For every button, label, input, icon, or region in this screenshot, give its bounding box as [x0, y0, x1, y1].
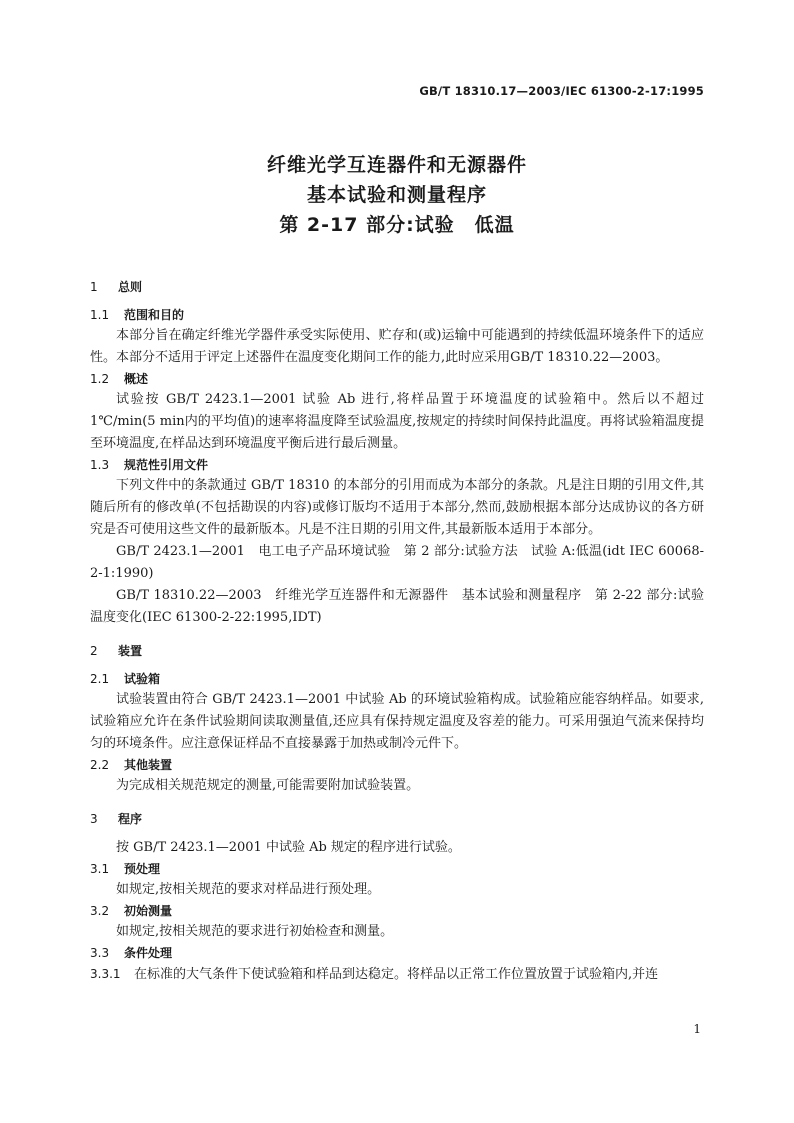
clause-3-3-1 — [90, 963, 704, 986]
section-title: 程序 — [118, 812, 143, 826]
section-title: 条件处理 — [124, 946, 173, 960]
paragraph-initial-measurement: 如规定,按相关规范的要求进行初始检查和测量。 — [116, 924, 394, 939]
section-title: 预处理 — [124, 862, 161, 876]
section-heading-2 — [90, 641, 704, 661]
section-heading-1-2 — [90, 369, 704, 389]
paragraph-overview: 试验按 GB/T 2423.1—2001 试验 Ab 进行,将样品置于环境温度的试验箱中。然后以不超过1℃/min(5 min内的平均值)的速率将温度降至试验温度,按规定的持续时间保持此温度。再将试验箱温度提至环境温度,在样品达到环境温度平衡后进行最后测量。 — [90, 392, 704, 451]
document-title-line1: 纤维光学互连器件和无源器件 — [266, 154, 527, 176]
section-title: 试验箱 — [124, 672, 161, 686]
section-title: 范围和目的 — [124, 308, 185, 322]
section-heading-3-2 — [90, 901, 704, 921]
section-number: 3.1 — [90, 862, 110, 876]
section-heading-2-1 — [90, 669, 704, 689]
paragraph-scope: 本部分旨在确定纤维光学器件承受实际使用、贮存和(或)运输中可能遇到的持续低温环境条件下的适应性。本部分不适用于评定上述器件在温度变化期间工作的能力,此时应采用GB/T 18310.22—2003。 — [90, 328, 704, 365]
document-title-line3: 第 2-17 部分:试验 低温 — [279, 214, 515, 236]
document-body — [90, 277, 718, 986]
section-heading-1-3 — [90, 455, 704, 475]
section-number: 1 — [90, 280, 98, 294]
section-title: 装置 — [118, 644, 143, 658]
section-number: 1.1 — [90, 308, 110, 322]
section-heading-3-1 — [90, 859, 704, 879]
section-number: 2 — [90, 644, 98, 658]
paragraph-normative-references: 下列文件中的条款通过 GB/T 18310 的本部分的引用而成为本部分的条款。凡是注日期的引用文件,其随后所有的修改单(不包括勘误的内容)或修订版均不适用于本部分,然而,鼓励根据本部分达成协议的各方研究是否可使用这些文件的最新版本。凡是不注日期的引用文件,其最新版本适用于本部分。 — [90, 478, 704, 537]
section-title: 总则 — [118, 280, 143, 294]
section-title: 其他装置 — [124, 758, 173, 772]
reference-item-1: GB/T 2423.1—2001 电工电子产品环境试验 第 2 部分:试验方法 试验 A:低温(idt IEC 60068-2-1:1990) — [90, 544, 704, 581]
paragraph-other-apparatus: 为完成相关规范规定的测量,可能需要附加试验装置。 — [116, 778, 420, 793]
paragraph-procedure: 按 GB/T 2423.1—2001 中试验 Ab 规定的程序进行试验。 — [116, 840, 461, 855]
clause-number: 3.3.1 — [90, 967, 121, 981]
paragraph-test-chamber: 试验装置由符合 GB/T 2423.1—2001 中试验 Ab 的环境试验箱构成。试验箱应能容纳样品。如要求,试验箱应允许在条件试验期间读取测量值,还应具有保持规定温度及容差的能力。可采用强迫气流来保持均匀的环境条件。应注意保证样品不直接暴露于加热或制冷元件下。 — [90, 692, 704, 751]
section-heading-1-1 — [90, 305, 704, 325]
section-title: 规范性引用文件 — [124, 458, 209, 472]
standard-number-header: GB/T 18310.17—2003/IEC 61300-2-17:1995 — [419, 84, 704, 98]
section-title: 初始测量 — [124, 904, 173, 918]
reference-item-2: GB/T 18310.22—2003 纤维光学互连器件和无源器件 基本试验和测量程序 第 2-22 部分:试验 温度变化(IEC 61300-2-22:1995,IDT) — [90, 588, 718, 625]
paragraph-preconditioning: 如规定,按相关规范的要求对样品进行预处理。 — [116, 882, 381, 897]
section-number: 1.2 — [90, 372, 110, 386]
section-heading-2-2 — [90, 755, 704, 775]
section-number: 3.2 — [90, 904, 110, 918]
section-heading-3-3 — [90, 943, 704, 963]
clause-text: 在标准的大气条件下使试验箱和样品到达稳定。将样品以正常工作位置放置于试验箱内,并连 — [134, 967, 659, 982]
section-heading-3 — [90, 809, 704, 829]
section-heading-1 — [90, 277, 704, 297]
section-number: 2.2 — [90, 758, 110, 772]
section-number: 3 — [90, 812, 98, 826]
document-title-line2: 基本试验和测量程序 — [306, 184, 487, 206]
section-number: 3.3 — [90, 946, 110, 960]
section-number: 1.3 — [90, 458, 110, 472]
section-title: 概述 — [124, 372, 149, 386]
section-number: 2.1 — [90, 672, 110, 686]
page-number: 1 — [693, 1022, 701, 1036]
